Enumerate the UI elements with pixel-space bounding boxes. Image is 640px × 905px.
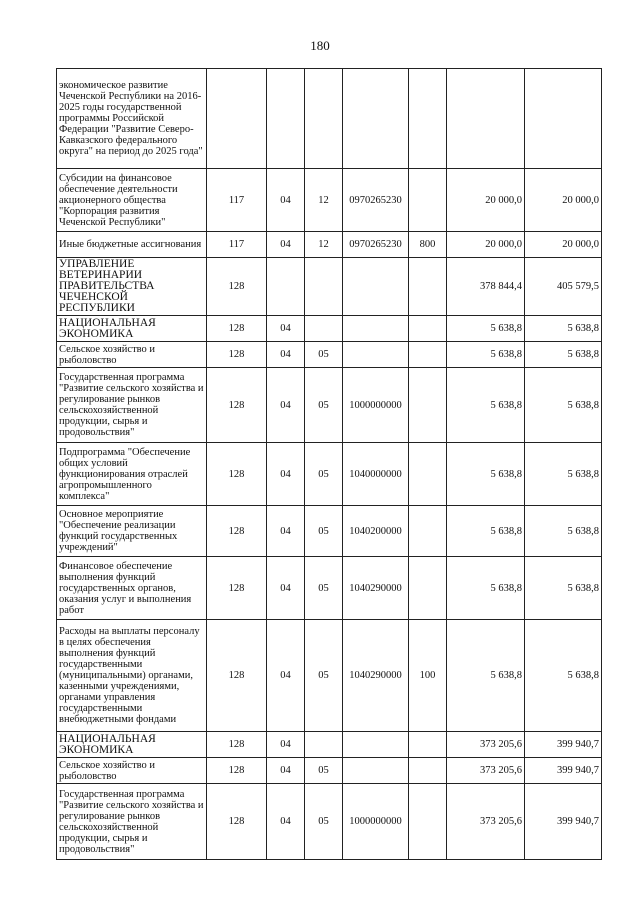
amount-year1-cell: 5 638,8 [447,443,525,506]
ministry-code-cell: 128 [207,368,267,443]
table-row [57,784,602,860]
amount-year1-cell: 373 205,6 [447,758,525,784]
budget-table [56,68,602,860]
ministry-code-cell: 128 [207,758,267,784]
ministry-code-cell: 128 [207,316,267,342]
amount-year1-cell: 5 638,8 [447,316,525,342]
table-row [57,557,602,620]
ministry-code-cell [207,69,267,169]
target-article-cell: 1040000000 [343,443,409,506]
subsection-code-cell [305,732,343,758]
subsection-code-cell: 05 [305,758,343,784]
subsection-code-cell: 12 [305,169,343,232]
target-article-cell: 0970265230 [343,232,409,258]
subsection-code-cell: 05 [305,620,343,732]
expense-type-cell [409,258,447,316]
section-code-cell: 04 [267,557,305,620]
row-name-cell: Основное мероприятие "Обеспечение реализации функций государственных учреждений" [57,506,207,557]
table-row [57,342,602,368]
amount-year2-cell: 20 000,0 [525,232,602,258]
expense-type-cell [409,316,447,342]
expense-type-cell [409,758,447,784]
section-code-cell: 04 [267,506,305,557]
amount-year1-cell: 5 638,8 [447,368,525,443]
target-article-cell: 1040200000 [343,506,409,557]
section-code-cell: 04 [267,342,305,368]
amount-year2-cell: 399 940,7 [525,758,602,784]
expense-type-cell [409,69,447,169]
amount-year1-cell: 5 638,8 [447,620,525,732]
expense-type-cell [409,732,447,758]
amount-year2-cell: 5 638,8 [525,557,602,620]
ministry-code-cell: 128 [207,506,267,557]
page-number: 180 [310,38,330,53]
amount-year1-cell [447,69,525,169]
amount-year1-cell: 373 205,6 [447,732,525,758]
subsection-code-cell: 05 [305,557,343,620]
row-name-cell: Подпрограмма "Обеспечение общих условий функционирования отраслей агропромышленного комплекса" [57,443,207,506]
table-row [57,69,602,169]
expense-type-cell [409,169,447,232]
amount-year2-cell: 5 638,8 [525,506,602,557]
amount-year2-cell: 5 638,8 [525,342,602,368]
row-name-cell: Сельское хозяйство и рыболовство [57,758,207,784]
target-article-cell [343,258,409,316]
expense-type-cell [409,784,447,860]
table-row [57,443,602,506]
subsection-code-cell: 05 [305,784,343,860]
subsection-code-cell: 05 [305,368,343,443]
table-row [57,232,602,258]
subsection-code-cell [305,258,343,316]
subsection-code-cell: 05 [305,506,343,557]
subsection-code-cell: 05 [305,443,343,506]
ministry-code-cell: 128 [207,620,267,732]
expense-type-cell: 800 [409,232,447,258]
ministry-code-cell: 128 [207,732,267,758]
section-code-cell: 04 [267,784,305,860]
target-article-cell [343,732,409,758]
amount-year2-cell: 5 638,8 [525,620,602,732]
section-code-cell: 04 [267,232,305,258]
amount-year2-cell: 399 940,7 [525,784,602,860]
target-article-cell [343,316,409,342]
target-article-cell: 1040290000 [343,620,409,732]
row-name-cell: НАЦИОНАЛЬНАЯ ЭКОНОМИКА [57,732,207,758]
section-code-cell: 04 [267,316,305,342]
section-code-cell [267,69,305,169]
row-name-cell: Субсидии на финансовое обеспечение деятельности акционерного общества "Корпорация развития Чеченской Республики" [57,169,207,232]
ministry-code-cell: 128 [207,342,267,368]
amount-year1-cell: 373 205,6 [447,784,525,860]
amount-year1-cell: 5 638,8 [447,506,525,557]
ministry-code-cell: 128 [207,557,267,620]
ministry-code-cell: 128 [207,443,267,506]
amount-year2-cell: 399 940,7 [525,732,602,758]
amount-year1-cell: 5 638,8 [447,342,525,368]
section-code-cell: 04 [267,758,305,784]
section-code-cell: 04 [267,169,305,232]
section-code-cell: 04 [267,443,305,506]
table-row [57,758,602,784]
target-article-cell: 1000000000 [343,368,409,443]
table-row [57,732,602,758]
ministry-code-cell: 128 [207,258,267,316]
ministry-code-cell: 128 [207,784,267,860]
expense-type-cell [409,506,447,557]
table-row [57,506,602,557]
row-name-cell: УПРАВЛЕНИЕ ВЕТЕРИНАРИИ ПРАВИТЕЛЬСТВА ЧЕЧЕНСКОЙ РЕСПУБЛИКИ [57,258,207,316]
ministry-code-cell: 117 [207,169,267,232]
subsection-code-cell: 12 [305,232,343,258]
section-code-cell [267,258,305,316]
row-name-cell: НАЦИОНАЛЬНАЯ ЭКОНОМИКА [57,316,207,342]
target-article-cell [343,69,409,169]
ministry-code-cell: 117 [207,232,267,258]
amount-year1-cell: 20 000,0 [447,232,525,258]
amount-year1-cell: 378 844,4 [447,258,525,316]
target-article-cell: 1040290000 [343,557,409,620]
expense-type-cell: 100 [409,620,447,732]
expense-type-cell [409,557,447,620]
row-name-cell: экономическое развитие Чеченской Республики на 2016-2025 годы государственной программы Российской Федерации "Развитие Северо-Кавказского федерального округа" на период до 2025 года" [57,69,207,169]
amount-year1-cell: 20 000,0 [447,169,525,232]
amount-year2-cell: 5 638,8 [525,368,602,443]
row-name-cell: Сельское хозяйство и рыболовство [57,342,207,368]
table-row [57,316,602,342]
amount-year2-cell: 5 638,8 [525,443,602,506]
target-article-cell: 0970265230 [343,169,409,232]
row-name-cell: Расходы на выплаты персоналу в целях обеспечения выполнения функций государственными (муниципальными) органами, казенными учреждениями, органами управления государственными внебюджетными фондами [57,620,207,732]
target-article-cell: 1000000000 [343,784,409,860]
expense-type-cell [409,443,447,506]
subsection-code-cell [305,316,343,342]
row-name-cell: Государственная программа "Развитие сельского хозяйства и регулирование рынков сельскохозяйственной продукции, сырья и продовольствия" [57,784,207,860]
section-code-cell: 04 [267,732,305,758]
target-article-cell [343,758,409,784]
table-row [57,620,602,732]
amount-year1-cell: 5 638,8 [447,557,525,620]
section-code-cell: 04 [267,368,305,443]
table-row [57,368,602,443]
amount-year2-cell: 405 579,5 [525,258,602,316]
row-name-cell: Государственная программа "Развитие сельского хозяйства и регулирование рынков сельскохозяйственной продукции, сырья и продовольствия" [57,368,207,443]
table-row [57,258,602,316]
expense-type-cell [409,368,447,443]
table-row [57,169,602,232]
amount-year2-cell: 20 000,0 [525,169,602,232]
amount-year2-cell: 5 638,8 [525,316,602,342]
expense-type-cell [409,342,447,368]
subsection-code-cell [305,69,343,169]
amount-year2-cell [525,69,602,169]
section-code-cell: 04 [267,620,305,732]
target-article-cell [343,342,409,368]
row-name-cell: Иные бюджетные ассигнования [57,232,207,258]
subsection-code-cell: 05 [305,342,343,368]
row-name-cell: Финансовое обеспечение выполнения функций государственных органов, оказания услуг и выполнения работ [57,557,207,620]
